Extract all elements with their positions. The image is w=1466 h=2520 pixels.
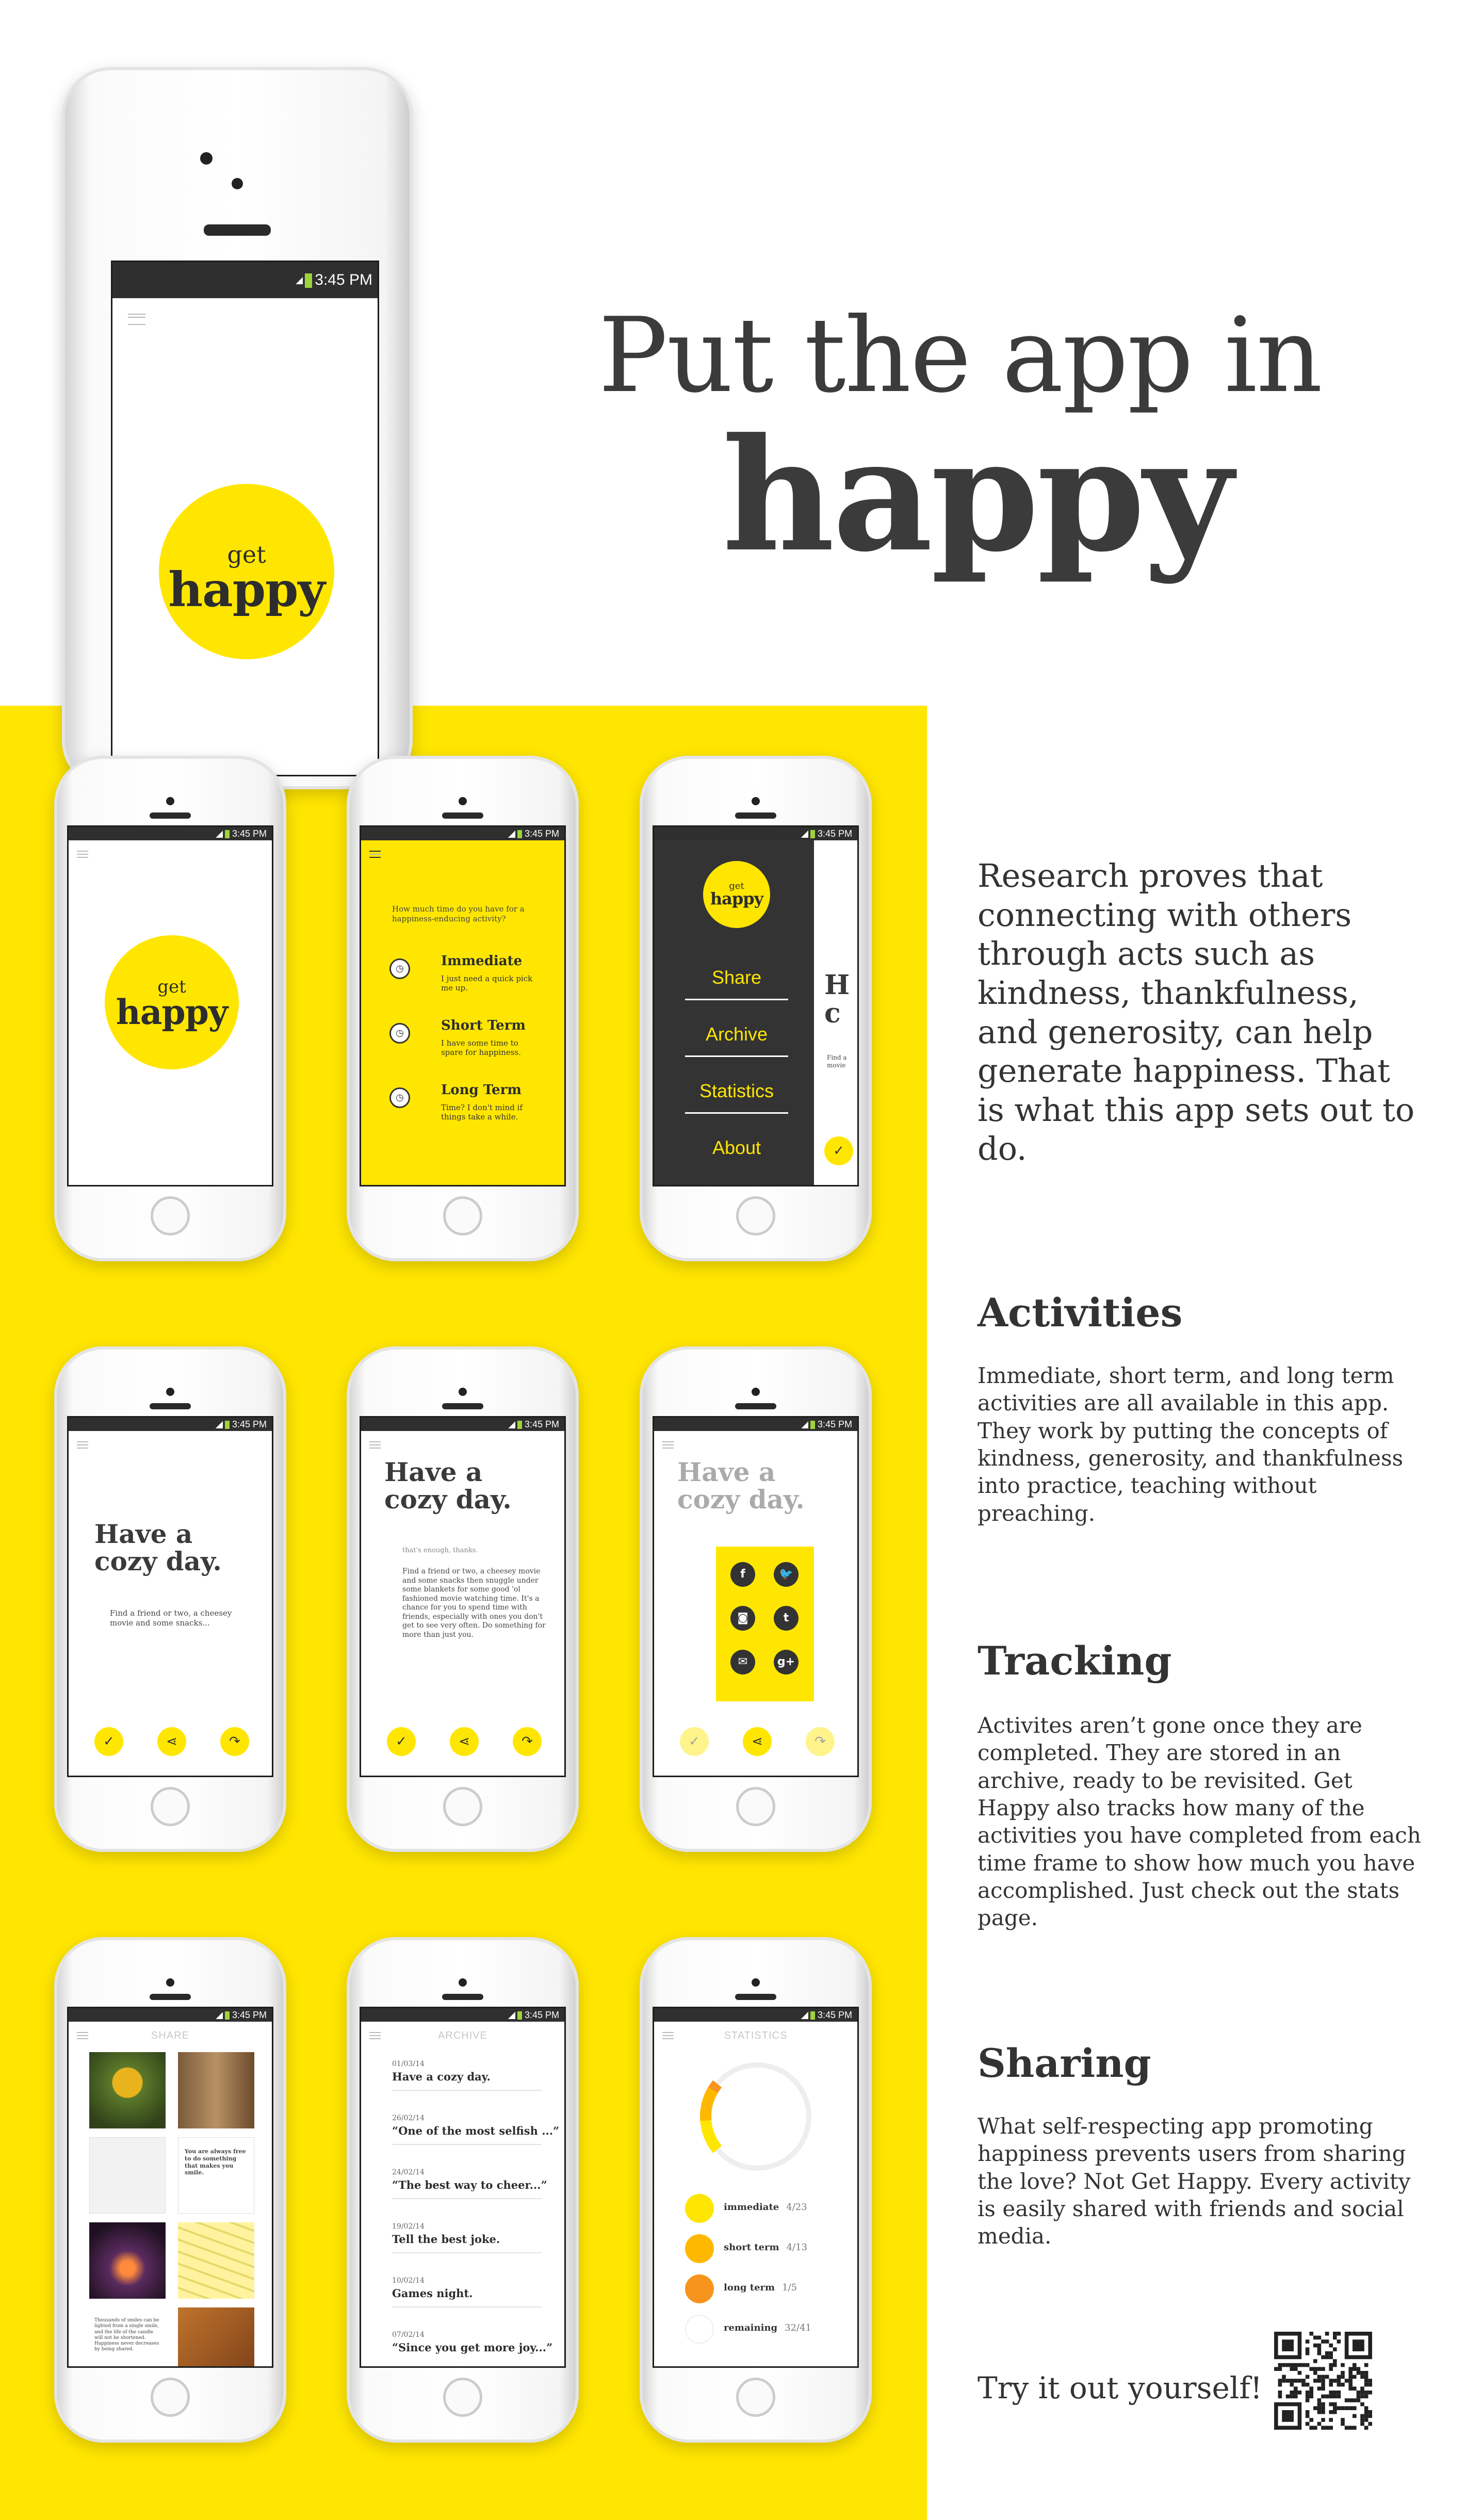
share-button[interactable]: ⋖ — [743, 1727, 772, 1756]
section-heading-activities: Activities — [978, 1290, 1183, 1336]
home-button — [443, 1787, 482, 1826]
earpiece-speaker — [442, 812, 483, 819]
battery-icon — [517, 1421, 522, 1429]
drawer-logo: get happy — [703, 861, 770, 928]
menu-item-archive[interactable]: Archive — [685, 1023, 788, 1057]
battery-icon — [225, 1421, 230, 1429]
phone-archive — [347, 1937, 579, 2443]
menu-item-statistics[interactable]: Statistics — [685, 1080, 788, 1114]
signal-icon — [508, 2012, 515, 2019]
activity-expanded-screen — [360, 1416, 566, 1777]
signal-icon — [801, 1421, 808, 1428]
proximity-sensor — [232, 178, 243, 189]
divider — [392, 2144, 542, 2145]
twitter-icon[interactable]: 🐦 — [774, 1562, 799, 1587]
complete-button[interactable]: ✓ — [94, 1727, 123, 1756]
tumblr-icon[interactable]: t — [774, 1606, 799, 1631]
activity-title-dimmed: Have a cozy day. — [677, 1457, 805, 1515]
instagram-icon[interactable]: ◙ — [730, 1606, 755, 1631]
divider — [392, 2306, 542, 2307]
section-heading-sharing: Sharing — [978, 2040, 1151, 2086]
status-bar: 3:45 PM — [69, 827, 272, 840]
activity-body: Find a friend or two, a cheesey movie and some snacks then snuggle under some blankets for some good 'ol fashioned movie watching time. It's a chance for you to spend time with friends, especially with ones you don't get to see very often. Do something for more than just you. — [402, 1567, 546, 1639]
qr-code[interactable] — [1274, 2332, 1372, 2430]
hero-screen — [111, 261, 379, 776]
screen-title: ARCHIVE — [438, 2030, 487, 2041]
phone-statistics — [640, 1937, 872, 2443]
archive-screen: 3:45 PM ARCHIVE 01/03/14 Have a cozy day. 26/02/14 “One of the most selfish ...” 24/02/14 “The best way to cheer...” 19/02/14 Tell the best joke. 10/02/14 Games night. 07/02/14 “Since you get more joy...” — [360, 2007, 566, 2368]
status-bar: 3:45 PM — [654, 1418, 857, 1431]
phone-activity — [54, 1346, 286, 1852]
section-body-sharing: What self-respecting app promoting happiness prevents users from sharing the love? Not Get Happy. Every activity is easily shared with friends and social media. — [978, 2113, 1411, 2249]
phone-time-select — [347, 756, 579, 1261]
share-popup — [716, 1547, 814, 1701]
home-button — [151, 1787, 190, 1826]
clock-icon: ◷ — [389, 958, 410, 979]
donut-segment-remaining — [718, 2065, 809, 2168]
peek-title: H c — [824, 969, 850, 1029]
intro-paragraph: Research proves that connecting with others through acts such as kindness, thankfulness, and generosity, can help generate happiness. That is what this app sets out to do. — [978, 857, 1415, 1168]
signal-icon — [216, 2012, 223, 2019]
photo-wood[interactable] — [178, 2052, 254, 2128]
front-camera — [459, 1978, 467, 1987]
signal-icon — [216, 831, 223, 838]
donut-segment-short-term — [706, 2090, 713, 2121]
phone-activity-expanded — [347, 1346, 579, 1852]
status-bar: 3:45 PM — [654, 2008, 857, 2022]
status-bar: 3:45 PM — [654, 827, 857, 840]
splash-screen — [67, 825, 273, 1186]
earpiece-speaker — [442, 1403, 483, 1409]
headline-line-1: Put the app in — [598, 296, 1322, 416]
hamburger-menu-icon[interactable] — [128, 314, 145, 325]
battery-icon — [517, 830, 522, 838]
earpiece-speaker — [204, 224, 271, 236]
signal-icon — [508, 1421, 515, 1428]
front-camera — [166, 1978, 174, 1987]
refresh-button[interactable]: ↷ — [220, 1727, 249, 1756]
screen-title: SHARE — [151, 2030, 189, 2041]
signal-icon — [296, 277, 303, 284]
complete-button[interactable]: ✓ — [680, 1727, 709, 1756]
refresh-button[interactable]: ↷ — [513, 1727, 542, 1756]
front-camera — [752, 1388, 760, 1396]
front-camera — [459, 797, 467, 805]
home-button — [443, 2378, 482, 2417]
battery-icon — [810, 1421, 815, 1429]
hamburger-menu-icon[interactable] — [369, 1441, 381, 1449]
photo-fire[interactable] — [89, 2222, 166, 2299]
hero-phone — [62, 67, 413, 789]
section-body-tracking: Activites aren’t gone once they are completed. They are stored in an archive, ready to be revisited. Get Happy also tracks how many of the activities you have completed from each time frame to show how much you have accomplished. Just check out the stats page. — [978, 1713, 1421, 1931]
google-plus-icon[interactable]: g+ — [774, 1650, 799, 1674]
share-popup-screen — [653, 1416, 859, 1777]
section-heading-tracking: Tracking — [978, 1638, 1172, 1684]
home-button — [151, 2378, 190, 2417]
refresh-button[interactable]: ↷ — [806, 1727, 835, 1756]
hamburger-menu-icon[interactable] — [369, 851, 381, 858]
front-camera — [166, 797, 174, 805]
front-camera — [752, 797, 760, 805]
photo-stickies[interactable] — [178, 2222, 254, 2299]
divider — [392, 2252, 542, 2253]
signal-icon — [508, 831, 515, 838]
hamburger-menu-icon[interactable] — [662, 1441, 674, 1449]
signal-icon — [801, 831, 808, 838]
menu-item-share[interactable]: Share — [685, 967, 788, 1000]
headline — [598, 296, 1372, 586]
hamburger-menu-icon[interactable] — [77, 1441, 88, 1449]
photo-sunflower[interactable] — [89, 2052, 166, 2128]
section-body-activities: Immediate, short term, and long term activities are all available in this app. They work by putting the concepts of kindness, generosity, and thankfulness into practice, teaching without preaching. — [978, 1363, 1404, 1526]
email-icon[interactable]: ✉ — [730, 1650, 755, 1674]
share-button[interactable]: ⋖ — [157, 1727, 186, 1756]
status-bar: 3:45 PM — [361, 1418, 564, 1431]
front-camera — [200, 152, 213, 165]
activity-teaser: Find a friend or two, a cheesey movie and some snacks... — [110, 1608, 232, 1628]
status-bar: 3:45 PM — [69, 1418, 272, 1431]
photo-flower[interactable] — [178, 2307, 254, 2368]
phone-splash — [54, 756, 286, 1261]
photo-candle-quote[interactable]: Thousands of smiles can be lighted from a single smile, and the life of the candle will not be shortened. Happiness never decreases by being shared. — [89, 2307, 166, 2368]
screen-title: STATISTICS — [724, 2030, 788, 2041]
donut-segment-immediate — [706, 2121, 718, 2150]
donut-chart — [695, 2055, 819, 2178]
front-camera — [459, 1388, 467, 1396]
statistics-screen: 3:45 PM STATISTICS immediate 4/23 short term 4/13 long term 1/5 remaining 32/41 — [653, 2007, 859, 2368]
share-screen — [67, 2007, 273, 2368]
phone-share-popup — [640, 1346, 872, 1852]
stat-dot — [685, 2274, 714, 2303]
home-button — [443, 1196, 482, 1235]
phone-share — [54, 1937, 286, 2443]
logo-circle — [159, 484, 334, 659]
home-button — [736, 1196, 775, 1235]
signal-icon — [801, 2012, 808, 2019]
earpiece-speaker — [150, 812, 191, 819]
stat-dot — [685, 2194, 714, 2223]
clock-icon: ◷ — [389, 1023, 410, 1044]
earpiece-speaker — [442, 1994, 483, 2000]
complete-button[interactable]: ✓ — [387, 1727, 416, 1756]
battery-icon — [810, 830, 815, 838]
earpiece-speaker — [735, 812, 776, 819]
earpiece-speaker — [735, 1994, 776, 2000]
battery-icon — [305, 273, 312, 288]
status-bar — [112, 262, 378, 298]
battery-icon — [225, 830, 230, 838]
menu-item-about[interactable]: About — [712, 1137, 761, 1158]
divider — [392, 2198, 542, 2199]
facebook-icon[interactable]: f — [730, 1562, 755, 1587]
status-bar: 3:45 PM — [69, 2008, 272, 2022]
home-button — [736, 2378, 775, 2417]
signal-icon — [216, 1421, 223, 1428]
menu-screen — [653, 825, 859, 1186]
logo-happy: happy — [168, 562, 325, 617]
battery-icon — [810, 2011, 815, 2020]
headline-line-2: happy — [722, 404, 1231, 586]
clock-icon: ◷ — [389, 1087, 410, 1108]
nav-drawer — [654, 840, 814, 1186]
time-question: How much time do you have for a happiness-enducing activity? — [392, 904, 525, 923]
battery-icon — [517, 2011, 522, 2020]
donut-segment-long-term — [713, 2084, 718, 2090]
activity-title: Have a cozy day. — [384, 1457, 512, 1515]
photo-quote[interactable]: You are always free to do something that makes you smile. — [178, 2137, 254, 2214]
earpiece-speaker — [735, 1403, 776, 1409]
activity-meta: that's enough, thanks. — [402, 1547, 478, 1554]
stat-dot — [685, 2234, 714, 2263]
time-select-screen: 3:45 PM How much time do you have for a happiness-enducing activity? ◷ Immediate I just need a quick pick me up. ◷ Short Term I have some time to spare for happiness. ◷ Long Term Time? I don't mind if things take a while. — [360, 825, 566, 1186]
status-time: 3:45 PM — [315, 271, 372, 288]
cta-text: Try it out yourself! — [978, 2370, 1263, 2405]
front-camera — [166, 1388, 174, 1396]
home-button — [736, 1787, 775, 1826]
logo-get: get — [227, 541, 266, 568]
stat-dot — [685, 2315, 714, 2344]
photo-note[interactable] — [89, 2137, 166, 2214]
logo-circle: get happy — [105, 935, 239, 1069]
status-bar: 3:45 PM — [361, 2008, 564, 2022]
phone-menu — [640, 756, 872, 1261]
activity-screen — [67, 1416, 273, 1777]
divider — [392, 2090, 542, 2091]
front-camera — [752, 1978, 760, 1987]
home-button — [151, 1196, 190, 1235]
battery-icon — [225, 2011, 230, 2020]
share-button[interactable]: ⋖ — [450, 1727, 479, 1756]
peek-sub: Find a movie — [827, 1054, 847, 1069]
earpiece-speaker — [150, 1403, 191, 1409]
earpiece-speaker — [150, 1994, 191, 2000]
status-bar: 3:45 PM — [361, 827, 564, 840]
hamburger-menu-icon[interactable] — [77, 851, 88, 858]
check-button[interactable]: ✓ — [824, 1136, 853, 1165]
activity-title: Have a cozy day. — [94, 1519, 222, 1576]
